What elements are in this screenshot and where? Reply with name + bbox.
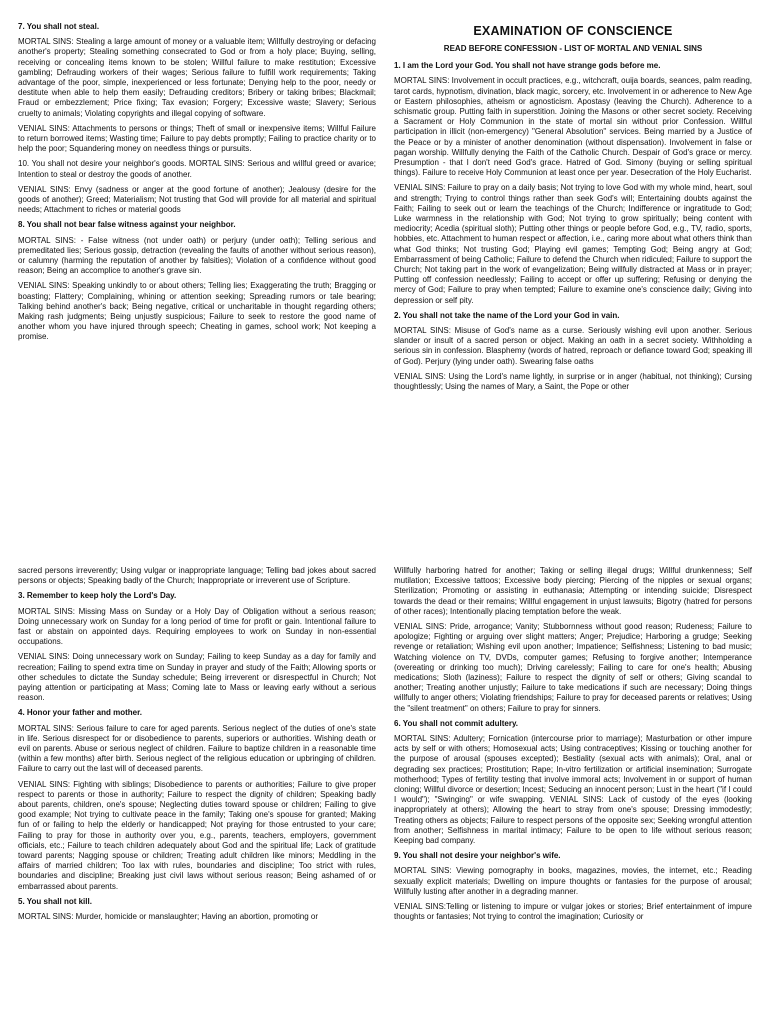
heading-commandment-5: 5. You shall not kill. — [18, 896, 92, 906]
column-bottom-right — [394, 566, 752, 1024]
page-title: EXAMINATION OF CONSCIENCE — [473, 24, 673, 38]
paragraph-5-venial: VENIAL SINS: Pride, arrogance; Vanity; Stubbornness without good reason; Rudeness; Failure to apologize; Fighting or arguing over slight matters; Anger; Prejudice; Harboring a grudge; Seeking revenge or retaliation; Wishing evil upon another; Impatience; Selfishness; Listening to bad music; Watching violence on TV, DVDs, computer games; Refusing to forgive another; Intemperance (overeating or drinking too much); Driving carelessly; Failing to care for one's health; Abusing medications; Sloth (laziness); Failure to respect the dignity of self or others; Giving scandal to another; Treating another unjustly; Failure to take medications if such are necessary; Doing things willfully to anger others; Violating friendships; Failure to pray for deceased parents or relatives; Using the "silent treatment" on others; Failure to pray for sinners. — [394, 622, 752, 713]
heading-commandment-4: 4. Honor your father and mother. — [18, 708, 143, 718]
heading-commandment-3: 3. Remember to keep holy the Lord's Day. — [18, 591, 177, 601]
heading-commandment-9: 9. You shall not desire your neighbor's wife. — [394, 851, 561, 861]
heading-commandment-7: 7. You shall not steal. — [18, 22, 100, 31]
heading-commandment-8: 8. You shall not bear false witness against your neighbor. — [18, 220, 236, 230]
paragraph-9-venial: VENIAL SINS:Telling or listening to impure or vulgar jokes or stories; Brief entertainment of impure thoughts or fantasies; Not trying to control the imagination; Curiosity or — [394, 902, 752, 922]
paragraph-4-mortal: MORTAL SINS: Serious failure to care for aged parents. Serious neglect of the duties of one's state in life. Serious disrespect for or disobedience to parents, superiors or authorities. Wishing death or evil on parents. Abuse or serious neglect of children. Failure to baptize children in a reasonable time (within a few months) after birth. Serious neglect of the religious education or upbringing of children. Failure to carry out the last will of deceased parents. — [18, 723, 376, 774]
paragraph-7-venial: VENIAL SINS: Attachments to persons or things; Theft of small or inexpensive items; Willful Failure to return borrowed items; Wasting time; Failure to pay debts promptly; Failing to practice charity or to help the poor; Squandering money on needless things or pursuits. — [18, 123, 376, 154]
paragraph-8-mortal: MORTAL SINS: - False witness (not under oath) or perjury (under oath); Telling serious and premeditated lies; Serious gossip, detraction (revealing the faults of another without serious reason), or calumny (harming the reputation of another by falsities); Violation of a confidence without good reason; Being an accomplice to another's grave sin. — [18, 235, 376, 276]
paragraph-10-venial: VENIAL SINS: Envy (sadness or anger at the good fortune of another); Jealousy (desire for the goods of another); Greed; Materialism; Not trusting that God will provide for all material and spiritual needs; Attachment to riches or material goods — [18, 184, 376, 215]
paragraph-7-mortal: MORTAL SINS: Stealing a large amount of money or a valuable item; Willfully destroying or defacing another's property; Stealing something consecrated to God or from a holy place; Buying, selling, receiving or concealing items known to be stolen; Willful failure to make restitution; Excessive gambling; Defrauding workers of their wages; Serious failure to fulfill work requirements; Taking advantage of the poor, simple, inexperienced or less fortunate; Denying help to the poor, needy or destitute when able to help them easily; Defrauding creditors; Bribery or taking bribes; Blackmail; Fraud or embezzlement; Price fixing; Tax evasion; Forgery; Excessive waste; Slavery; Serious cruelty to animals; Violating copyrights and illegal copying of software. — [18, 37, 376, 118]
column-top-left — [18, 22, 376, 442]
column-bottom-left — [18, 566, 376, 1024]
paragraph-9-mortal: MORTAL SINS: Viewing pornography in books, magazines, movies, the internet, etc.; Reading sexually explicit materials; Dwelling on impure thoughts or fantasies for the purpose of arousal; Willfully lusting after another in a degrading manner. — [394, 866, 752, 896]
paragraph-2-continued: sacred persons irreverently; Using vulgar or inappropriate language; Telling bad jokes about sacred persons or objects; Speaking badly of the Church; Inappropriate or irreverent use of Scripture. — [18, 566, 376, 586]
page-subtitle: READ BEFORE CONFESSION - LIST OF MORTAL AND VENIAL SINS — [443, 44, 703, 53]
heading-commandment-2: 2. You shall not take the name of the Lord your God in vain. — [394, 310, 620, 320]
paragraph-4-venial: VENIAL SINS: Fighting with siblings; Disobedience to parents or authorities; Failure to give proper respect to parents or those in authority; Failure to respect the dignity of children; Speaking badly about parents, children, one's spouse; Neglecting duties toward spouse or children; Failing to give good example; Not trying to cultivate peace in the family; Taking one's spouse for granted; Making fun of or failing to help the elderly or handicapped; Not praying for those entrusted to your care; Failing to pray for those in authority over you, e.g., parents, teachers, employers, government officials, etc.; Failure to teach children adequately about God and the spiritual life; Lack of gratitude toward parents; Nagging spouse or children; Treating adult children like minors; Meddling in the affairs of married children; Too lax with rules, boundaries and discipline; Too strict with rules, boundaries and discipline; Breaking just civil laws without serious reason; Being ashamed of or embarrassed about parents. — [18, 779, 376, 891]
heading-commandment-1: 1. I am the Lord your God. You shall not have strange gods before me. — [394, 61, 661, 71]
paragraph-2-venial: VENIAL SINS: Using the Lord's name lightly, in surprise or in anger (habitual, not thinking); Cursing thoughtlessly; Using the names of Mary, a Saint, the Pope or other — [394, 371, 752, 392]
paragraph-2-mortal: MORTAL SINS: Misuse of God's name as a curse. Seriously wishing evil upon another. Serious slander or insult of a sacred person or object. Making an oath in a secret society. Withholding a serious sin in confession. Blasphemy (words of hatred, reproach or defiance toward God; speaking ill of God). Perjury (lying under oath). Swearing false oaths — [394, 326, 752, 366]
paragraph-1-mortal: MORTAL SINS: Involvement in occult practices, e.g., witchcraft, ouija boards, seances, palm reading, tarot cards, hypnotism, divination, black magic, sorcery, etc. Involvement in or adherence to New Age or Eastern philosophies, atheism or agnosticism. Apostasy (leaving the Church). Adherence to a schismatic group. Putting faith in superstition. Joining the Masons or other secret society. Receiving a Sacrament or Holy Communion in the state of mortal sin without prior Confession. Willful participation in illicit (non-emergency) "General Absolution" services. Being married by a Justice of the Peace or by a minister of another denomination (without dispensation). Involvement in false or pagan worship. Willfully denying the Faith of the Catholic Church. Despair of God's grace or mercy. Presumption - that I don't need God's grace. Hatred of God. Simony (buying or selling spiritual things). Failure to receive Holy Communion at least once per year. Desecration of the Holy Eucharist. — [394, 76, 752, 178]
paragraph-6-mortal: MORTAL SINS: Adultery; Fornication (intercourse prior to marriage); Masturbation or other impure acts by self or with others; Homosexual acts; Using contraceptives; Kissing or touching another for the purpose of arousal (spouses excepted); Bestiality (sexual acts with animals); Oral, anal or degrading sex practices; Prostitution; Rape; In-vitro fertilization or artificial insemination; Surrogate motherhood; Types of fertility testing that involve immoral acts; Involvement in or support of human cloning; Willful divorce or desertion; Incest; Seducing an innocent person; Lust in the heart ("if I could I would"); "Swinging" or wife swapping. VENIAL SINS: Lack of custody of the eyes (looking inappropriately at others); Allowing the heart to stray from one's spouse; Dressing immodestly; Treating others as objects; Failure to respect persons of the opposite sex; Seeking wrongful attention from another; Selfishness in marital intimacy; Failure to be open to life without serious reason; Keeping bad company. — [394, 734, 752, 846]
paragraph-3-venial: VENIAL SINS: Doing unnecessary work on Sunday; Failing to keep Sunday as a day for family and recreation; Failing to spend extra time on Sunday in prayer and study of the Faith; Allowing sports or other schedules to dictate the Sunday schedule; Being irreverent or disrespectful in Church; Not paying attention or participating at Mass; Coming late to Mass or leaving early without a serious reason. — [18, 652, 376, 703]
paragraph-5-continued: Willfully harboring hatred for another; Taking or selling illegal drugs; Willful drunkenness; Self mutilation; Excessive tattoos; Excessive body piercing; Piercing of the nipples or sexual organs; Sterilization; Promoting or assisting in euthanasia; Attempting or intending suicide; Disrespect towards the dead or their remains; Willful engagement in unjust lawsuits; Bigotry (hatred for persons of other races); Intentionally placing temptation before the weak. — [394, 566, 752, 616]
paragraph-5-mortal: MORTAL SINS: Murder, homicide or manslaughter; Having an abortion, promoting or — [18, 912, 318, 922]
heading-commandment-6: 6. You shall not commit adultery. — [394, 718, 519, 728]
column-top-right — [394, 22, 752, 507]
paragraph-1-venial: VENIAL SINS: Failure to pray on a daily basis; Not trying to love God with my whole mind, heart, soul and strength; Trying to control things rather than seek God's will; Entertaining doubts against the Faith; Failing to seek out or learn the teachings of the Church; Indifference or ingratitude to God; Luke warmness in the relationship with God; Not trying to grow spiritually; being content with mediocrity; Acedia (spiritual sloth); Putting other things or people before God, e.g., TV, radio, sports, hobbies, etc. Attachment to human respect or affection, i.e., caring more about what others think than what God thinks; Not trusting God; Playing evil games; Tempting God; Being angry at God; Embarrassment of being Catholic; Failure to defend the Church when ridiculed; Failure to support the Church; Not taking part in the work of evangelization; Being willfully distracted at Mass or in prayer; Putting off confession needlessly; Failing to accept or offer up suffering; Refusing or denying the mercy of God; Failure to pray when tempted; Failure to examine one's conscience daily; Giving into depression or self pity. — [394, 183, 752, 305]
paragraph-3-mortal: MORTAL SINS: Missing Mass on Sunday or a Holy Day of Obligation without a serious reason; Doing unnecessary work on Sunday for a long period of time for profit or gain. Intentional failure to fast or abstain on appointed days. Requiring employees to work on Sunday in non-essential occupations. — [18, 606, 376, 647]
paragraph-8-venial: VENIAL SINS: Speaking unkindly to or about others; Telling lies; Exaggerating the truth; Bragging or boasting; Flattery; Complaining, whining or attention seeking; Spreading rumors or tale bearing; Talking behind another's back; Being negative, critical or uncharitable in thought regarding others; Making rash judgments; Being unjustly suspicious; Failure to seek to restore the good name of another whom you have injured through speech; Cheating in games, school work; Not keeping a promise. — [18, 281, 376, 342]
paragraph-10-mortal: 10. You shall not desire your neighbor's goods. MORTAL SINS: Serious and willful greed or avarice; Intention to steal or destroy the goods of another. — [18, 159, 376, 179]
